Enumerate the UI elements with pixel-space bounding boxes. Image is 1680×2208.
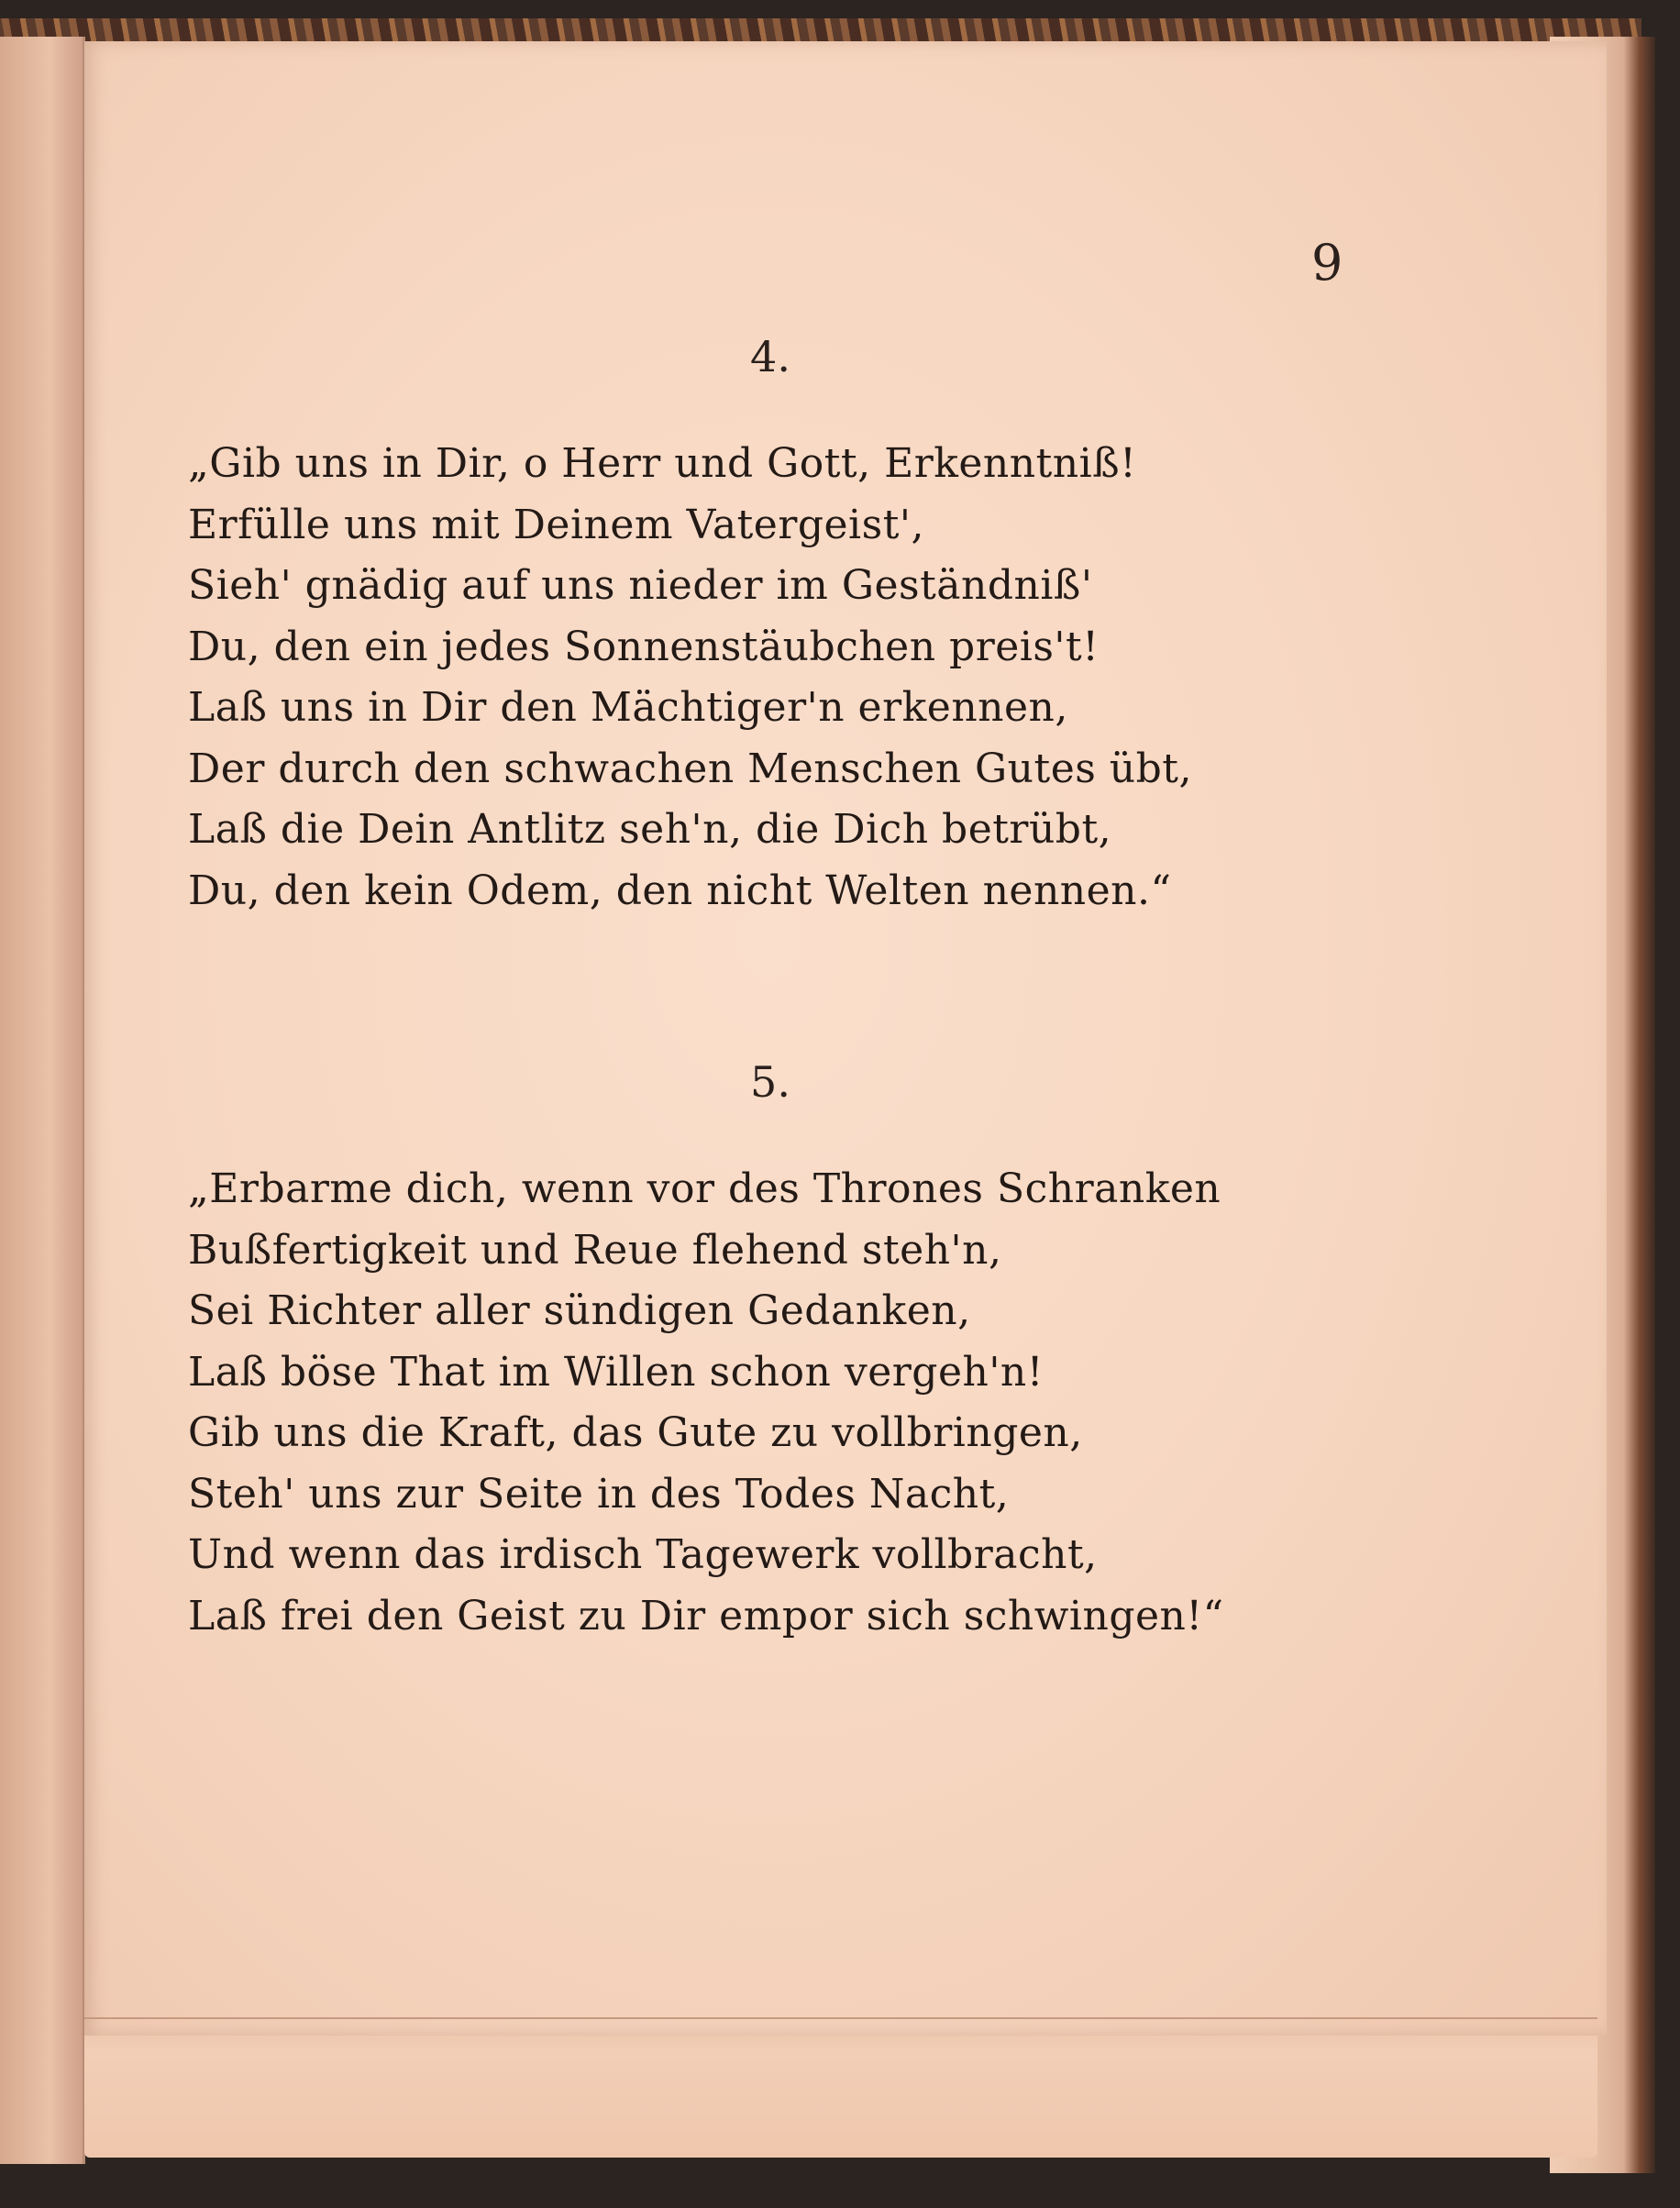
- verse-line: Du, den kein Odem, den nicht Welten nennen.“: [188, 867, 1172, 914]
- verse-line: Laß frei den Geist zu Dir empor sich schwingen!“: [188, 1592, 1224, 1639]
- verse-line: „Erbarme dich, wenn vor des Thrones Schranken: [188, 1165, 1221, 1212]
- stanza-number: 5.: [750, 1057, 790, 1107]
- verse-line: Sieh' gnädig auf uns nieder im Geständniß': [188, 562, 1093, 609]
- verse-line: Sei Richter aller sündigen Gedanken,: [188, 1287, 971, 1334]
- verse-line: „Gib uns in Dir, o Herr und Gott, Erkenntniß!: [188, 440, 1137, 487]
- verse-line: Der durch den schwachen Menschen Gutes übt,: [188, 745, 1192, 792]
- verse-line: Steh' uns zur Seite in des Todes Nacht,: [188, 1470, 1010, 1518]
- stanza-number: 4.: [750, 332, 790, 381]
- verse-line: Laß die Dein Antlitz seh'n, die Dich betrübt,: [188, 806, 1112, 853]
- page-number: 9: [1311, 234, 1343, 292]
- verse-line: Bußfertigkeit und Reue flehend steh'n,: [188, 1226, 1002, 1274]
- stanza: [188, 1159, 1334, 1647]
- verse-line: Gib uns die Kraft, das Gute zu vollbringen,: [188, 1409, 1083, 1456]
- stanza: [188, 434, 1334, 922]
- book-page: [84, 41, 1607, 2036]
- verse-line: Erfülle uns mit Deinem Vatergeist',: [188, 501, 924, 548]
- verse-line: Laß böse That im Willen schon vergeh'n!: [188, 1348, 1044, 1396]
- page-fold-line: [84, 2017, 1597, 2019]
- verse-line: Laß uns in Dir den Mächtiger'n erkennen,: [188, 684, 1068, 731]
- verse-line: Du, den ein jedes Sonnenstäubchen preis't!: [188, 623, 1100, 670]
- left-page-edge: [0, 37, 85, 2164]
- verse-line: Und wenn das irdisch Tagewerk vollbracht,: [188, 1531, 1098, 1578]
